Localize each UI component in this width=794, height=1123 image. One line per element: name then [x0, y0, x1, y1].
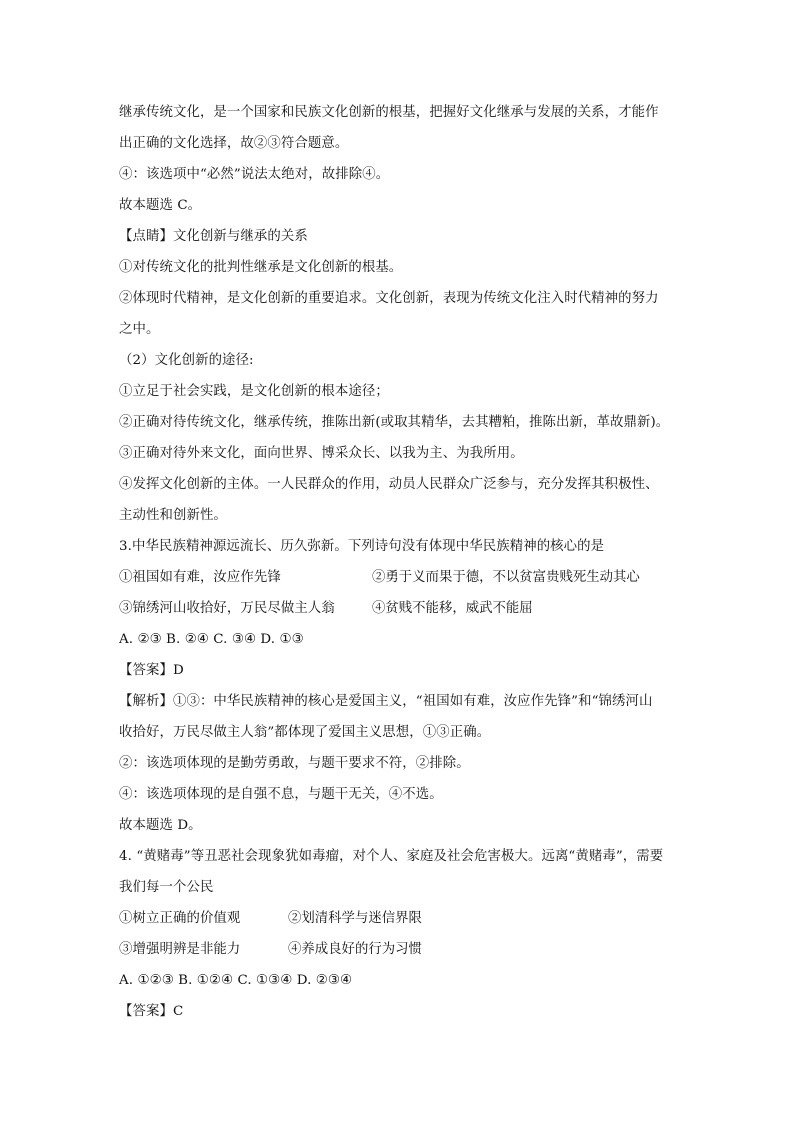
- q3-option-3: ③锦绣河山收拾好，万民尽做主人翁: [119, 601, 335, 616]
- text-line: （2）文化创新的途径:: [119, 353, 254, 368]
- q3-analysis: 【解析】①③：中华民族精神的核心是爱国主义，“祖国如有难，汝应作先锋”和“锦绣河山: [119, 694, 653, 709]
- text-line: 故本题选 D。: [119, 818, 202, 833]
- q3-choices: A. ②③ B. ②④ C. ③④ D. ①③: [119, 632, 304, 647]
- text-line: 继承传统文化，是一个国家和民族文化创新的根基，把握好文化继承与发展的关系，才能作: [119, 105, 659, 120]
- text-line: 主动性和创新性。: [119, 508, 227, 523]
- text-line: ④发挥文化创新的主体。一人民群众的作用，动员人民群众广泛参与，充分发挥其积极性、: [119, 477, 659, 492]
- q3-option-4: ④贫贱不能移，威武不能屈: [372, 601, 533, 616]
- note-heading: 【点睛】文化创新与继承的关系: [119, 229, 308, 244]
- q4-option-2: ②划清科学与迷信界限: [288, 911, 422, 926]
- q4-answer: 【答案】C: [119, 1004, 184, 1019]
- text-line: 收拾好，万民尽做主人翁”都体现了爱国主义思想，①③正确。: [119, 725, 491, 740]
- q4-option-3: ③增强明辨是非能力: [119, 942, 241, 957]
- question-3-stem: 3.中华民族精神源远流长、历久弥新。下列诗句没有体现中华民族精神的核心的是: [119, 539, 605, 554]
- q3-option-2: ②勇于义而果于德，不以贫富贵贱死生动其心: [372, 570, 640, 585]
- text-line: ②：该选项体现的是勤劳勇敢，与题干要求不符，②排除。: [119, 756, 470, 771]
- text-line: ④：该选项中“必然”说法太绝对，故排除④。: [119, 167, 390, 182]
- text-line: 故本题选 C。: [119, 198, 202, 213]
- question-4-stem: 4. “黄赌毒”等丑恶社会现象犹如毒瘤，对个人、家庭及社会危害极大。远离“黄赌毒”，需要: [119, 849, 664, 864]
- q4-option-4: ④养成良好的行为习惯: [288, 942, 422, 957]
- q4-option-1: ①树立正确的价值观: [119, 911, 241, 926]
- text-line: 出正确的文化选择，故②③符合题意。: [119, 136, 349, 151]
- text-line: 之中。: [119, 322, 160, 337]
- text-line: ①立足于社会实践，是文化创新的根本途径；: [119, 384, 389, 399]
- q4-choices: A. ①②③ B. ①②④ C. ①③④ D. ②③④: [119, 973, 353, 988]
- text-line: ②体现时代精神，是文化创新的重要追求。文化创新，表现为传统文化注入时代精神的努力: [119, 291, 659, 306]
- text-line: ④：该选项体现的是自强不息，与题干无关，④不选。: [119, 787, 443, 802]
- text-line: ①对传统文化的批判性继承是文化创新的根基。: [119, 260, 403, 275]
- text-line: ②正确对待传统文化，继承传统，推陈出新(或取其精华，去其糟粕，推陈出新，革故鼎新)。: [119, 415, 670, 430]
- q3-answer: 【答案】D: [119, 663, 184, 678]
- text-line: ③正确对待外来文化，面向世界、博采众长、以我为主、为我所用。: [119, 446, 524, 461]
- text-line: 我们每一个公民: [119, 880, 214, 895]
- q3-option-1: ①祖国如有难，汝应作先锋: [119, 570, 281, 585]
